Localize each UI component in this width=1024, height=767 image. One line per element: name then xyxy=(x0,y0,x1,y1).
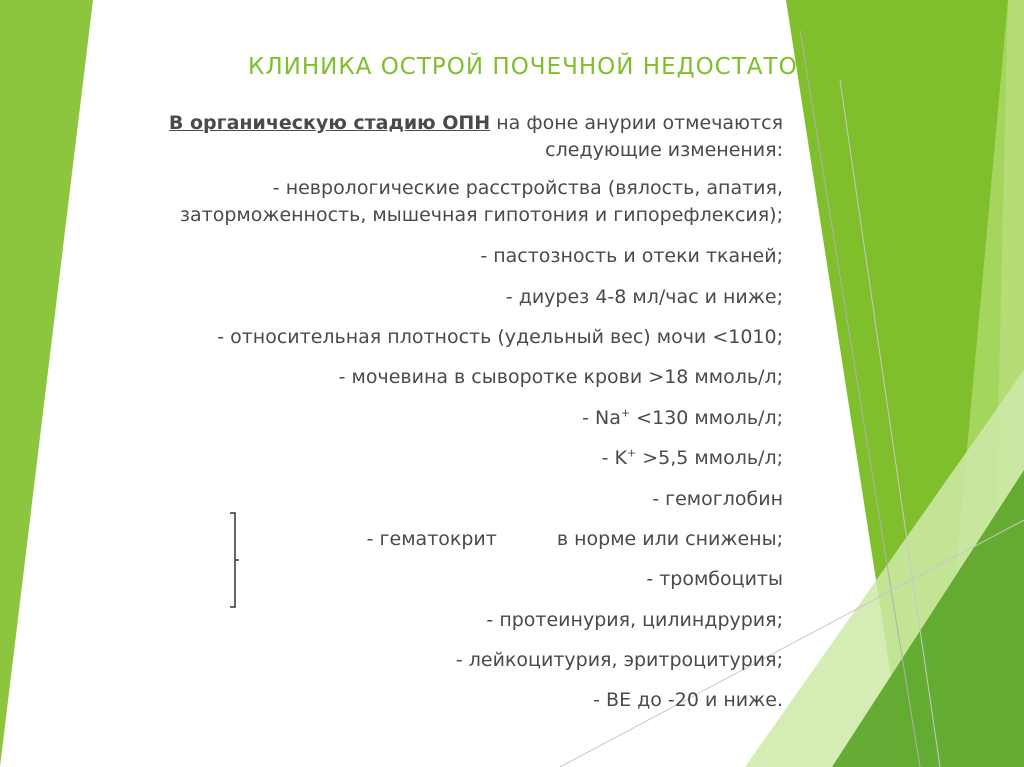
item-density: - относительная плотность (удельный вес) мочи <1010; xyxy=(217,326,783,348)
item-hemoglobin: - гемоглобин xyxy=(652,488,783,510)
potassium-prefix: - K xyxy=(601,447,627,469)
intro-strong-text: В органическую стадию ОПН xyxy=(168,112,491,134)
item-leukocyturia: - лейкоцитурия, эритроцитурия; xyxy=(455,649,783,671)
item-hematocrit xyxy=(367,528,783,550)
item-neuro-line-2: заторможенность, мышечная гипотония и гипорефлексия); xyxy=(179,204,783,226)
intro-line-2: следующие изменения: xyxy=(545,139,783,161)
sodium-charge: + xyxy=(620,406,631,420)
intro-line-1 xyxy=(169,112,783,134)
left-green-wedge xyxy=(0,0,93,767)
item-base-excess: - BE до -20 и ниже. xyxy=(593,689,783,711)
item-edema: - пастозность и отеки тканей; xyxy=(480,245,783,267)
norm-or-low-label: в норме или снижены; xyxy=(556,528,783,550)
item-neuro-line-1: - неврологические расстройства (вялость, апатия, xyxy=(272,177,783,199)
item-platelets: - тромбоциты xyxy=(646,568,783,590)
hematocrit-label: - гематокрит xyxy=(366,528,497,550)
grouping-bracket xyxy=(228,512,240,608)
potassium-suffix: >5,5 ммоль/л; xyxy=(636,447,783,469)
sodium-prefix: - Na xyxy=(582,407,621,429)
item-proteinuria: - протеинурия, цилиндрурия; xyxy=(486,609,783,631)
item-potassium xyxy=(602,447,783,469)
sodium-suffix: <130 ммоль/л; xyxy=(630,407,783,429)
intro-rest-text: на фоне анурии отмечаются xyxy=(490,112,783,134)
item-sodium xyxy=(582,407,783,429)
item-diuresis: - диурез 4-8 мл/час и ниже; xyxy=(505,286,783,308)
item-urea: - мочевина в сыворотке крови >18 ммоль/л; xyxy=(338,366,783,388)
slide-title: КЛИНИКА ОСТРОЙ ПОЧЕЧНОЙ НЕДОСТАТОЧНОСТИ xyxy=(248,54,903,80)
potassium-charge: + xyxy=(626,446,637,460)
